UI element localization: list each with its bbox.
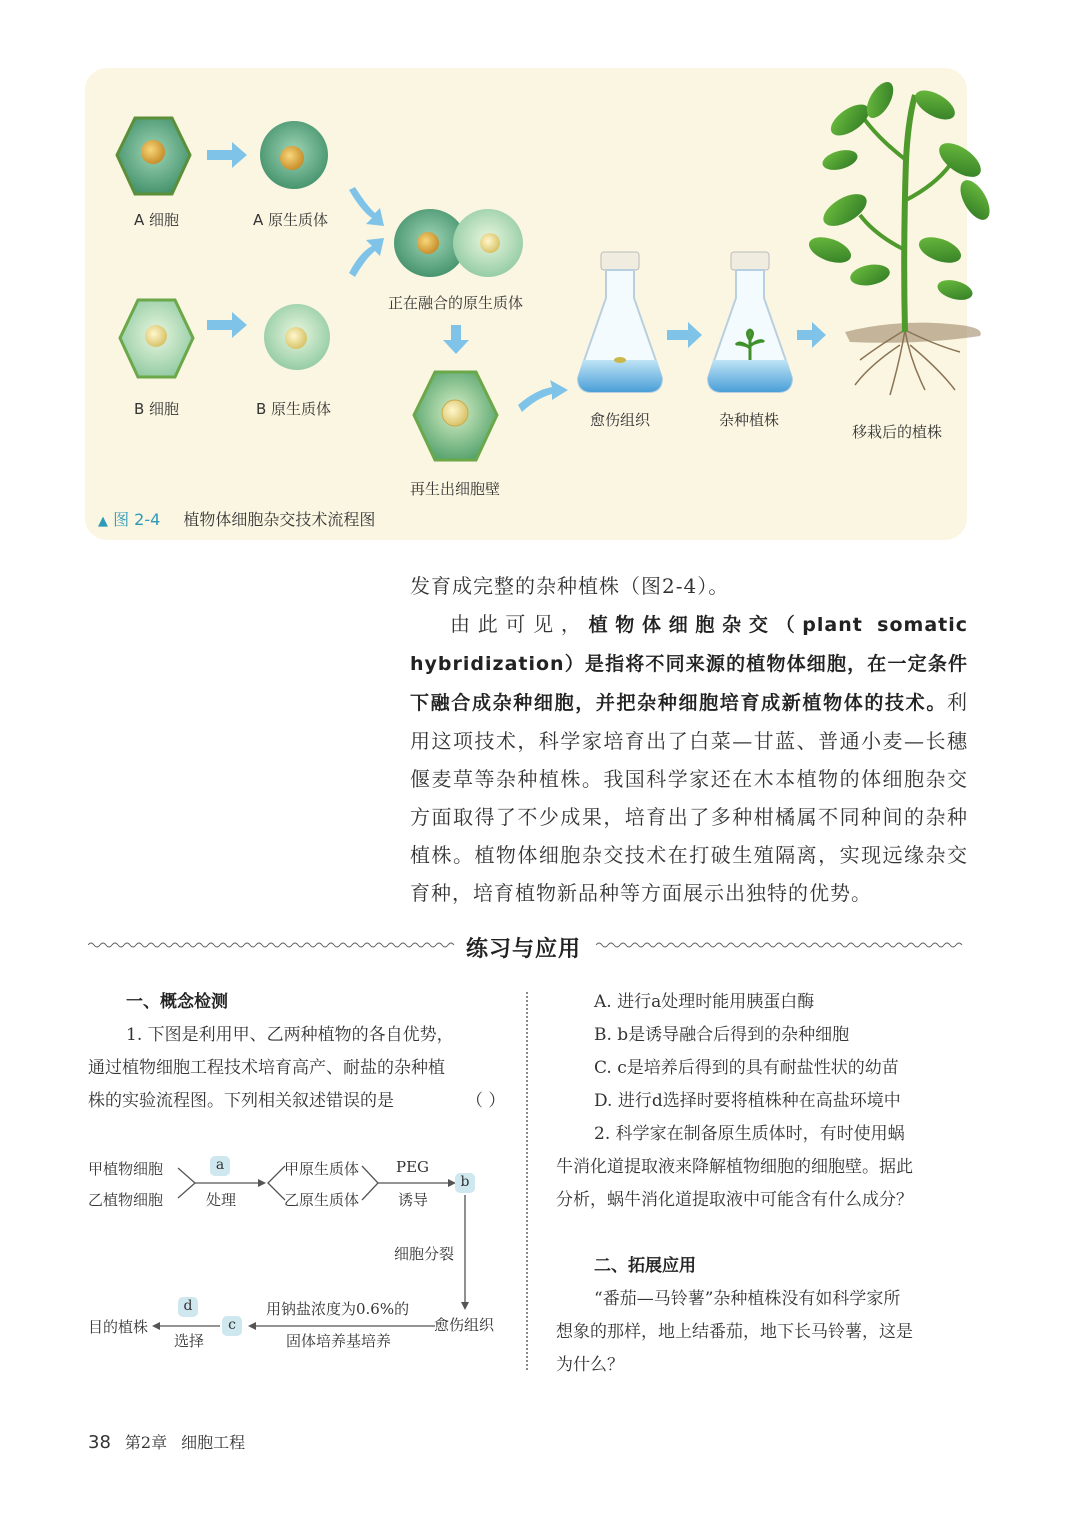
flow-plant-a-cell: 甲植物细胞 [88,1160,164,1178]
body-paragraph-1: 发育成完整的杂种植株（图2-4）。 [410,574,730,598]
flow-medium-line-2: 固体培养基培养 [286,1332,392,1350]
ext-line-2: 想象的那样，地上结番茄，地下长马铃薯，这是 [556,1322,913,1342]
flow-medium-line-1: 用钠盐浓度为0.6%的 [266,1300,410,1318]
part2-heading: 二、拓展应用 [594,1256,696,1276]
label-callus: 愈伤组织 [590,411,651,429]
part1-heading-text: 一、概念检测 [126,992,228,1012]
flow-box-b: b [455,1173,475,1193]
option-c: C. c是培养后得到的具有耐盐性状的幼苗 [594,1058,899,1078]
section-title: 练习与应用 [466,937,582,962]
flow-select: 选择 [174,1332,205,1350]
body-p2-rest: 利用这项技术，科学家培育出了白菜—甘蓝、普通小麦—长穗偃麦草等杂种植株。我国科学家还在木本植物的体细胞杂交方面取得了不少成果，培育出了多种柑橘属不同种间的杂种植株。植物体细胞杂交技术在打破生殖隔离，实现远缘杂交育种，培育植物新品种等方面展示出独特的优势。 [410,690,968,905]
label-regen-wall: 再生出细胞壁 [410,480,501,498]
q2-line-2: 牛消化道提取液来降解植物细胞的细胞壁。据此 [556,1157,913,1177]
label-a-cell: A 细胞 [134,211,180,229]
caption-number: 图 2-4 [113,510,161,529]
q1-line-3: 株的实验流程图。下列相关叙述错误的是 [88,1091,394,1111]
option-b: B. b是诱导融合后得到的杂种细胞 [594,1025,850,1045]
transplanted-plant-illustration [806,78,996,395]
body-p2-definition: 植物体细胞杂交（plant somatic hybridization）是指将不同来源的植物体细胞，在一定条件下融合成杂种细胞，并把杂种细胞培育成新植物体的技术。 [410,614,969,714]
page-number: 38 [88,1432,111,1453]
flow-proto-b: 乙原生质体 [284,1191,360,1209]
label-transplanted: 移栽后的植株 [852,423,943,441]
ext-line-3: 为什么？ [556,1355,624,1375]
flow-box-a: a [210,1156,230,1176]
wavy-rule-right [596,938,968,952]
chapter-title: 细胞工程 [181,1433,246,1452]
label-b-cell: B 细胞 [134,400,180,418]
q1-answer-paren: （ ） [466,1091,506,1111]
page-footer [88,1430,245,1453]
flow-box-c: c [222,1316,242,1336]
q2-line-1: 2. 科学家在制备原生质体时，有时使用蜗 [594,1124,905,1144]
flow-division: 细胞分裂 [394,1245,455,1263]
option-a: A. 进行a处理时能用胰蛋白酶 [594,992,815,1012]
label-a-protoplast: A 原生质体 [253,211,329,229]
spacer [556,1217,968,1250]
flow-proto-a: 甲原生质体 [284,1160,360,1178]
flow-callus: 愈伤组织 [434,1316,495,1334]
column-divider [526,992,528,1370]
flow-process: 处理 [206,1191,237,1209]
label-fusing-protoplast: 正在融合的原生质体 [388,294,524,312]
chapter-label: 第2章 [124,1433,168,1452]
caption-title: 植物体细胞杂交技术流程图 [183,510,376,529]
option-d: D. 进行d选择时要将植株种在高盐环境中 [594,1091,901,1111]
flow-target: 目的植株 [88,1318,149,1336]
flow-plant-b-cell: 乙植物细胞 [88,1191,164,1209]
flow-peg: PEG [396,1158,430,1176]
label-hybrid-plant: 杂种植株 [719,411,780,429]
label-b-protoplast: B 原生质体 [256,400,332,418]
caption-triangle-icon: ▲ [98,514,108,529]
flowchart-lines [0,0,530,1380]
flow-induce: 诱导 [398,1191,429,1209]
hybrid-plant-flask-illustration [708,252,792,392]
q1-line-1: 1. 下图是利用甲、乙两种植物的各自优势， [126,1025,454,1045]
body-p2-lead: 由此可见， [450,612,589,636]
q2-line-3: 分析，蜗牛消化道提取液中可能含有什么成分？ [556,1190,913,1210]
right-column [556,986,968,1382]
ext-line-1: “番茄—马铃薯”杂种植株没有如科学家所 [594,1289,901,1309]
callus-flask-illustration [578,252,662,392]
q1-line-2: 通过植物细胞工程技术培育高产、耐盐的杂种植 [88,1058,445,1078]
flow-box-d: d [178,1297,198,1317]
